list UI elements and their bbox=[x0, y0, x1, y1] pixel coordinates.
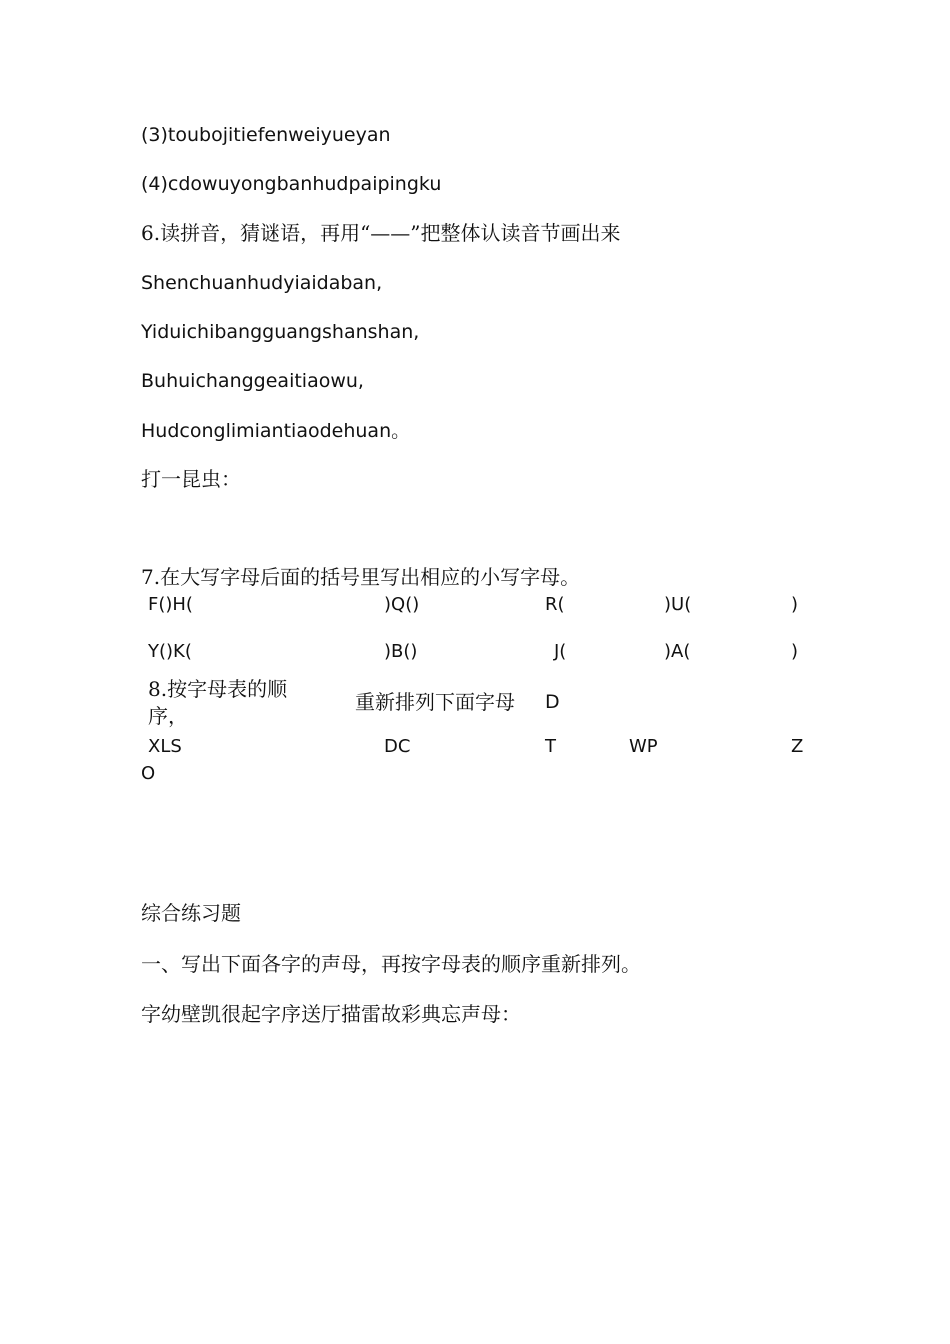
q8-letter: T bbox=[545, 736, 556, 757]
question-6: 6.读拼音，猜谜语，再用“——”把整体认读音节画出来 bbox=[141, 221, 621, 245]
q7-cell: Y()K( bbox=[148, 641, 192, 662]
question-8-part1: 8.按字母表的顺 bbox=[148, 677, 288, 701]
pinyin-line-3: (3)toubojitiefenweiyueyan bbox=[141, 124, 391, 146]
q7-cell: )B() bbox=[384, 641, 418, 662]
q8-letter-last: O bbox=[141, 763, 156, 784]
q7-cell: R( bbox=[545, 594, 565, 615]
riddle-line-4: Hudconglimiantiaodehuan。 bbox=[141, 420, 411, 442]
q7-cell: )Q() bbox=[384, 594, 420, 615]
question-8-part2: 重新排列下面字母 bbox=[355, 690, 515, 714]
pinyin-line-4: (4)cdowuyongbanhudpaipingku bbox=[141, 173, 442, 195]
q8-letter: XLS bbox=[148, 736, 182, 757]
section-question-1: 一、写出下面各字的声母，再按字母表的顺序重新排列。 bbox=[141, 952, 641, 976]
q7-cell: F()H( bbox=[148, 594, 193, 615]
question-8-part1b: 序， bbox=[148, 704, 188, 728]
q8-letter: Z bbox=[791, 736, 804, 757]
question-8-part3: D bbox=[545, 691, 560, 713]
q7-cell: ) bbox=[791, 594, 799, 615]
riddle-line-2: Yiduichibangguangshanshan, bbox=[141, 321, 420, 343]
q8-letter: WP bbox=[629, 736, 658, 757]
riddle-line-3: Buhuichanggeaitiaowu, bbox=[141, 370, 364, 392]
riddle-line-1: Shenchuanhudyiaidaban, bbox=[141, 272, 383, 294]
q7-cell: )U( bbox=[664, 594, 692, 615]
q7-cell: )A( bbox=[664, 641, 691, 662]
q8-letter: DC bbox=[384, 736, 411, 757]
section-title: 综合练习题 bbox=[141, 901, 241, 925]
section-chars-line: 字幼壁凯很起字序送厅描雷故彩典忘声母： bbox=[141, 1002, 521, 1026]
riddle-hint: 打一昆虫： bbox=[141, 467, 241, 491]
q7-cell: J( bbox=[554, 641, 567, 662]
q7-cell: ) bbox=[791, 641, 799, 662]
question-7: 7.在大写字母后面的括号里写出相应的小写字母。 bbox=[141, 565, 581, 589]
